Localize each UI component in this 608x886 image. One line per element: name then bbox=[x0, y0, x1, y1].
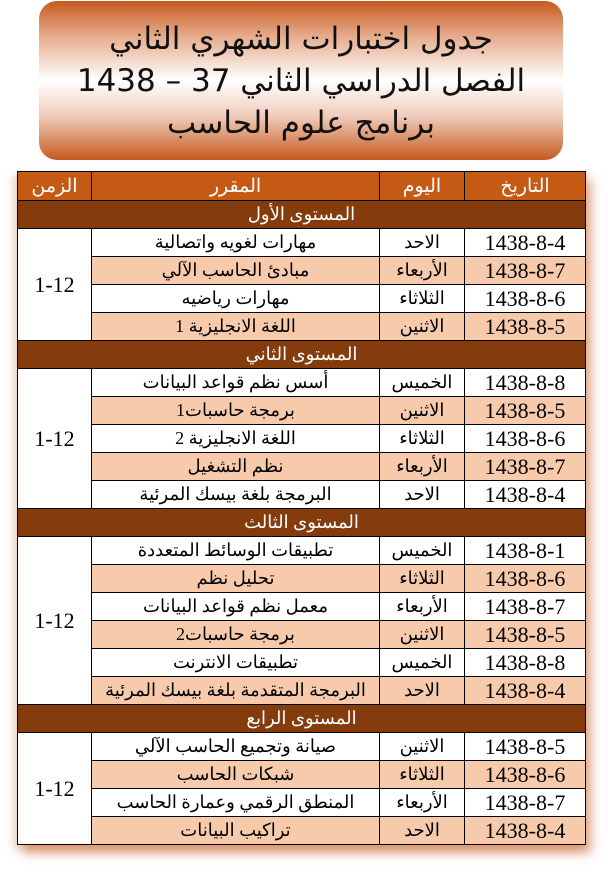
exam-date: 1438-8-7 bbox=[465, 593, 586, 621]
title-line-2: الفصل الدراسي الثاني 37 – 1438 bbox=[76, 62, 526, 99]
table-row bbox=[18, 285, 586, 313]
exam-course: برمجة حاسبات2 bbox=[92, 621, 380, 649]
table-row bbox=[18, 425, 586, 453]
exam-date: 1438-8-8 bbox=[465, 369, 586, 397]
exam-day: الخميس bbox=[380, 649, 465, 677]
exam-date: 1438-8-6 bbox=[465, 285, 586, 313]
exam-course: شبكات الحاسب bbox=[92, 761, 380, 789]
level-row bbox=[18, 341, 586, 369]
exam-day: الخميس bbox=[380, 537, 465, 565]
level-title: المستوى الثالث bbox=[18, 509, 586, 537]
exam-date: 1438-8-5 bbox=[465, 621, 586, 649]
exam-time: 1-12 bbox=[18, 369, 92, 509]
table-row bbox=[18, 649, 586, 677]
exam-date: 1438-8-7 bbox=[465, 789, 586, 817]
exam-time: 1-12 bbox=[18, 229, 92, 341]
table-row bbox=[18, 369, 586, 397]
table-row bbox=[18, 621, 586, 649]
header-day: اليوم bbox=[380, 172, 465, 201]
table-row bbox=[18, 453, 586, 481]
table-body bbox=[18, 201, 586, 845]
exam-course: مهارات لغويه واتصالية bbox=[92, 229, 380, 257]
level-row bbox=[18, 705, 586, 733]
exam-date: 1438-8-5 bbox=[465, 313, 586, 341]
exam-day: الاحد bbox=[380, 677, 465, 705]
table-row bbox=[18, 677, 586, 705]
exam-date: 1438-8-5 bbox=[465, 733, 586, 761]
exam-day: الاثنين bbox=[380, 313, 465, 341]
table-row bbox=[18, 397, 586, 425]
exam-day: الخميس bbox=[380, 369, 465, 397]
table-row bbox=[18, 761, 586, 789]
exam-course: اللغة الانجليزية 2 bbox=[92, 425, 380, 453]
exam-time: 1-12 bbox=[18, 733, 92, 845]
exam-course: البرمجة المتقدمة بلغة بيسك المرئية bbox=[92, 677, 380, 705]
title-line-1: جدول اختبارات الشهري الثاني bbox=[109, 20, 493, 57]
exam-date: 1438-8-1 bbox=[465, 537, 586, 565]
exam-course: مهارات رياضيه bbox=[92, 285, 380, 313]
table-row bbox=[18, 733, 586, 761]
exam-date: 1438-8-8 bbox=[465, 649, 586, 677]
exam-course: البرمجة بلغة بيسك المرئية bbox=[92, 481, 380, 509]
table-header-row bbox=[18, 172, 586, 201]
level-row bbox=[18, 201, 586, 229]
exam-day: الاحد bbox=[380, 481, 465, 509]
exam-course: أسس نظم قواعد البيانات bbox=[92, 369, 380, 397]
exam-course: تحليل نظم bbox=[92, 565, 380, 593]
exam-day: الأربعاء bbox=[380, 593, 465, 621]
exam-day: الاثنين bbox=[380, 397, 465, 425]
table-row bbox=[18, 229, 586, 257]
exam-date: 1438-8-5 bbox=[465, 397, 586, 425]
exam-date: 1438-8-4 bbox=[465, 817, 586, 845]
exam-course: نظم التشغيل bbox=[92, 453, 380, 481]
header-course: المقرر bbox=[92, 172, 380, 201]
exam-day: الأربعاء bbox=[380, 789, 465, 817]
table-row bbox=[18, 817, 586, 845]
exam-day: الاثنين bbox=[380, 621, 465, 649]
exam-day: الاثنين bbox=[380, 733, 465, 761]
table-row bbox=[18, 481, 586, 509]
exam-day: الاحد bbox=[380, 817, 465, 845]
table-row bbox=[18, 257, 586, 285]
exam-day: الأربعاء bbox=[380, 453, 465, 481]
exam-day: الثلاثاء bbox=[380, 425, 465, 453]
exam-time: 1-12 bbox=[18, 537, 92, 705]
exam-date: 1438-8-4 bbox=[465, 677, 586, 705]
level-title: المستوى الثاني bbox=[18, 341, 586, 369]
exam-date: 1438-8-4 bbox=[465, 229, 586, 257]
title-line-3: برنامج علوم الحاسب bbox=[166, 104, 436, 141]
exam-date: 1438-8-4 bbox=[465, 481, 586, 509]
table-row bbox=[18, 593, 586, 621]
exam-course: تراكيب البيانات bbox=[92, 817, 380, 845]
exam-course: مبادئ الحاسب الآلي bbox=[92, 257, 380, 285]
exam-course: برمجة حاسبات1 bbox=[92, 397, 380, 425]
exam-schedule-table-container bbox=[17, 171, 585, 845]
exam-course: تطبيقات الوسائط المتعددة bbox=[92, 537, 380, 565]
exam-date: 1438-8-6 bbox=[465, 425, 586, 453]
exam-day: الثلاثاء bbox=[380, 761, 465, 789]
header-date: التاريخ bbox=[465, 172, 586, 201]
title-banner bbox=[39, 1, 563, 160]
exam-schedule-table bbox=[17, 171, 586, 845]
level-row bbox=[18, 509, 586, 537]
exam-course: معمل نظم قواعد البيانات bbox=[92, 593, 380, 621]
exam-day: الأربعاء bbox=[380, 257, 465, 285]
table-row bbox=[18, 565, 586, 593]
exam-date: 1438-8-6 bbox=[465, 761, 586, 789]
exam-course: تطبيقات الانترنت bbox=[92, 649, 380, 677]
header-time: الزمن bbox=[18, 172, 92, 201]
exam-day: الثلاثاء bbox=[380, 285, 465, 313]
level-title: المستوى الأول bbox=[18, 201, 586, 229]
exam-date: 1438-8-7 bbox=[465, 257, 586, 285]
exam-course: اللغة الانجليزية 1 bbox=[92, 313, 380, 341]
exam-day: الثلاثاء bbox=[380, 565, 465, 593]
table-row bbox=[18, 537, 586, 565]
exam-course: المنطق الرقمي وعمارة الحاسب bbox=[92, 789, 380, 817]
exam-date: 1438-8-6 bbox=[465, 565, 586, 593]
table-row bbox=[18, 789, 586, 817]
level-title: المستوى الرابع bbox=[18, 705, 586, 733]
exam-course: صيانة وتجميع الحاسب الآلي bbox=[92, 733, 380, 761]
exam-day: الاحد bbox=[380, 229, 465, 257]
exam-date: 1438-8-7 bbox=[465, 453, 586, 481]
table-row bbox=[18, 313, 586, 341]
